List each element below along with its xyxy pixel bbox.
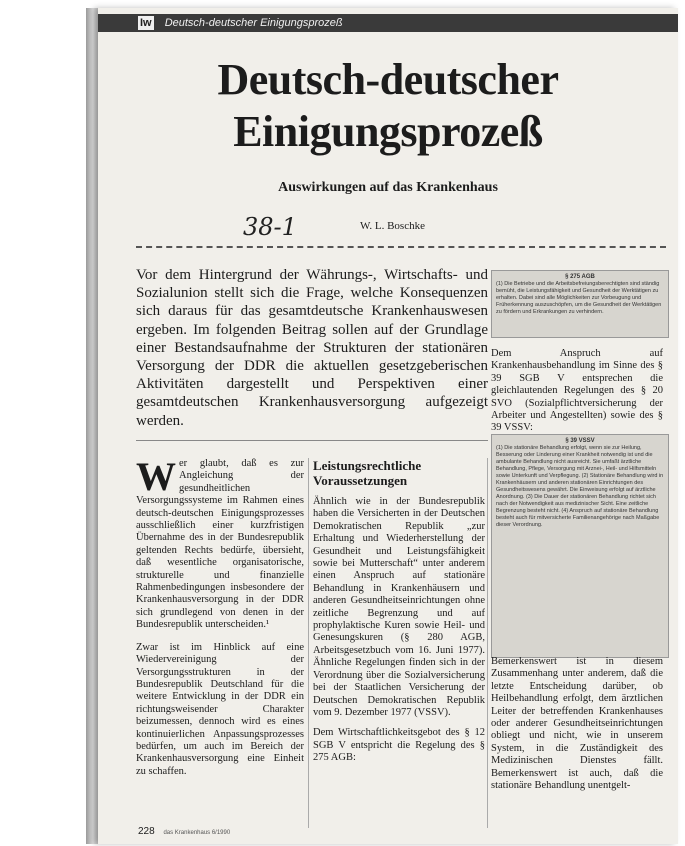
dashed-divider xyxy=(136,246,666,248)
col1-paragraph-1-text: er glaubt, daß es zur Angleichung der gesundheitlichen Versorgungssysteme im Rahmen eines deutsch-deutschen Einigungsprozesses ausschließlich einer kurzfristigen Übernahme des in der Bundesrepublik geltenden Rechts bedürfe, übersieht, daß wesentliche organisatorische, strukturelle und finanzielle Rahmenbedingungen insbesondere der Krankenhausversorgung in der DDR sich grundlegend von denen in der Bundesrepublik unterscheiden.¹ xyxy=(136,458,304,631)
body-column-1 xyxy=(136,454,304,788)
law-box-vssv-text: (1) Die stationäre Behandlung erfolgt, wenn sie zur Heilung, Besserung oder Linderung einer Krankheit notwendig ist und die ambulante Behandlung nicht ausreicht. Sie umfaßt ärztliche Behandlung, Pflege, Versorgung mit Arznei-, Heil- und Hilfsmitteln sowie Unterkunft und Verpflegung. (2) Stationäre Behandlung wird in Krankenhäusern und anderen stationären Einrichtungen des Gesundheitswesens gewährt. Die Einweisung erfolgt auf ärztliche Anordnung. (3) Die Dauer der stationären Behandlung richtet sich nach der Notwendigkeit aus medizinischer Sicht. Eine zeitliche Begrenzung besteht nicht. (4) Anspruch auf stationäre Behandlung besteht auch für mitversicherte Familienangehörige nach Maßgabe dieser Verordnung. xyxy=(496,445,664,528)
col1-paragraph-2: Zwar ist im Hinblick auf eine Wiedervereinigung der Versorgungsstrukturen in der Bundesrepublik Deutschland für die weitere Entwicklung in der DDR ein richtungsweisender Charakter beizumessen, dennoch wird es eines kontinuierlichen Anpassungsprozesses bedürfen, um auch im Bereich der Krankenhausversorgung eine Einheit zu schaffen. xyxy=(136,641,304,777)
column-rule-2 xyxy=(487,458,488,828)
lead-divider xyxy=(136,440,488,441)
title-line-1: Deutsch-deutscher xyxy=(217,55,559,104)
article-lead: Vor dem Hintergrund der Währungs-, Wirtschafts- und Sozialunion stellt sich die Frage, welche Konsequenzen sich daraus für das gesamtdeutsche Krankenhauswesen ergeben. Im folgenden Beitrag sollen auf der Grundlage einer Bestandsaufnahme der Strukturen der stationären Versorgung der DDR die aktuellen gesetzgeberischen Aktivitäten dargestellt und Perspektiven einer gesamtdeutschen Krankenhausversorgung aufgezeigt werden. xyxy=(136,267,488,429)
law-box-vssv xyxy=(491,434,669,658)
law-box-agb xyxy=(491,270,669,338)
law-box-vssv-title: § 39 VSSV xyxy=(565,438,595,444)
journal-page xyxy=(98,8,678,844)
column-rule-1 xyxy=(308,458,309,828)
author-name: W. L. Boschke xyxy=(360,220,425,232)
drop-cap: W xyxy=(136,454,176,499)
law-box-agb-text: (1) Die Betriebe und die Arbeitsbefreiungsberechtigten sind ständig bemüht, die Leistungsfähigkeit und Gesundheit der Werktätigen zu erhalten. Dabei sind alle Möglichkeiten zur Vorbeugung und Früherkennung auszuschöpfen, um die Gesundheit der Werktätigen zu fördern und Erkrankungen zu verhindern. xyxy=(496,281,662,315)
handwritten-note: 38-1 xyxy=(243,213,297,241)
section-heading: Leistungsrechtliche Voraussetzungen xyxy=(313,458,422,488)
right-paragraph-2: Bemerkenswert ist in diesem Zusammenhang unter anderem, daß die letzte Entscheidung darüber, ob Heilbehandlung erfolgt, dem ärztlichen Leiter der betreffenden Krankenhauses oder anderer Gesundheitseinrichtungen obliegt und nicht, wie in unserem System, in die Zuständigkeit des Medizinischen Dienstes fällt. Bemerkenswert ist auch, daß die stationäre Behandlung unentgelt- xyxy=(491,656,663,792)
law-box-agb-title: § 275 AGB xyxy=(565,274,595,280)
article-title xyxy=(98,54,678,158)
page-number: 228 xyxy=(138,826,155,837)
running-header xyxy=(98,14,678,32)
journal-citation: das Krankenhaus 6/1990 xyxy=(163,830,231,836)
running-title: Deutsch-deutscher Einigungsprozeß xyxy=(164,17,343,29)
right-paragraph-1: Dem Anspruch auf Krankenhausbehandlung im Sinne des § 39 SGB V entsprechen die gleichlautenden Regelungen des § 20 SVO (Sozialpflichtversicherung der Arbeiter und Angestellten) sowie des § 39 VSSV: xyxy=(491,348,663,434)
article-subtitle: Auswirkungen auf das Krankenhaus xyxy=(278,180,498,195)
col2-paragraph-2: Dem Wirtschaftlichkeitsgebot des § 12 SGB V entspricht die Regelung des § 275 AGB: xyxy=(313,727,485,764)
col1-paragraph-1 xyxy=(136,454,304,632)
title-line-2: Einigungsprozeß xyxy=(233,107,543,156)
body-column-2 xyxy=(313,458,485,773)
page-footer xyxy=(138,826,230,837)
col2-paragraph-1: Ähnlich wie in der Bundesrepublik haben die Versicherten in der Deutschen Demokratischen Republik „zur Erhaltung und Wiederherstellung der Gesundheit und Leistungsfähigkeit sowie bei Mutterschaft“ unter anderem einen Anspruch auf stationäre Behandlung in Krankenhäusern und anderen Gesundheitseinrichtungen ohne zeitliche Begrenzung und auf prophylaktische Kuren sowie Heil- und Genesungskuren (§ 280 AGB, Arbeitsgesetzbuch vom 16. Juni 1977). Ähnliche Regelungen finden sich in der Verordnung über die Sozialversicherung bei der Staatlichen Versicherung der Deutschen Demokratischen Republik vom 9. Dezember 1977 (VSSV). xyxy=(313,496,485,718)
journal-logo: Iw xyxy=(140,17,152,29)
